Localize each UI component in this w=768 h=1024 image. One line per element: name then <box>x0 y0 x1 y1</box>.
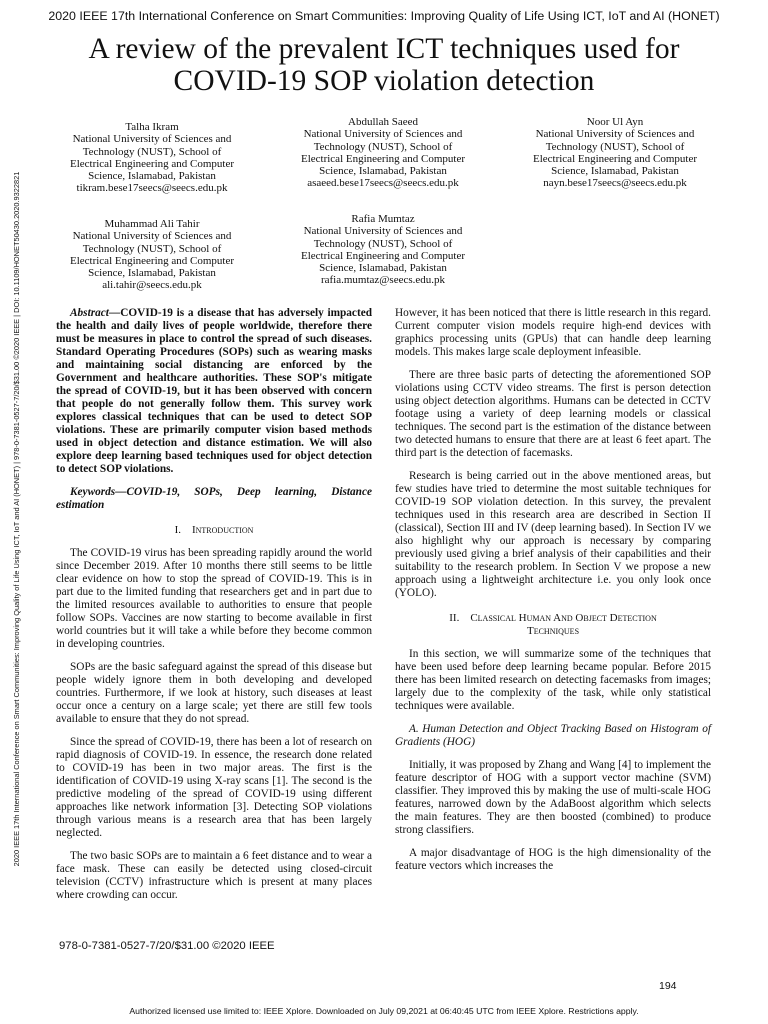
abstract-text: —COVID-19 is a disease that has adversely impacted the health and daily lives of people worldwide, therefore there must be measures in place to control the spread of such diseases. Standard Operating Procedures (SOPs) such as wearing masks and maintaining social distancing are enforced by the Government and healthcare authorities. These SOP's mitigate the spread of COVID-19, but it has been observed with concern that people do not generally follow them. This survey work explores classical techniques that can be used to detect SOP violations. These are primarily computer vision based methods used in object detection and distance estimation. We will also explore deep learning based techniques used for object detection to detect SOP violations. <box>56 307 372 475</box>
author-affiliation: Technology (NUST), School of <box>313 140 453 153</box>
author-affiliation: Science, Islamabad, Pakistan <box>319 165 447 178</box>
author-affiliation: Electrical Engineering and Computer <box>300 152 466 165</box>
intro-paragraph: Since the spread of COVID-19, there has been a lot of research on rapid diagnosis of COVID-19. In essence, the research done related to COVID-19 has been in two major areas. The first is the identification of COVID-19 using X-ray scans [1]. The second is the predictive modeling of the spread of COVID-19 using different approaches like network information [3]. Detecting SOP violations through various means is a research area that has been largely neglected. <box>56 736 372 839</box>
author-block-5 <box>268 213 498 287</box>
author-email: ali.tahir@seecs.edu.pk <box>102 279 202 292</box>
author-affiliation: Science, Islamabad, Pakistan <box>551 165 679 178</box>
body-paragraph: Research is being carried out in the above mentioned areas, but few studies have tried to determine the most suitable techniques for COVID-19 SOP violation detection. In this survey, the prevalent techniques used in this research area are described in Section II (classical), Section III and IV (deep learning based). In Section IV we also highlight why our approach is necessary by comparing previously used giving a brief analysis of their capabilities and their suitability to the research problem. In Section V we propose a new approach using a lightweight architecture i.e. you only look once (YOLO). <box>395 470 711 599</box>
body-paragraph: There are three basic parts of detecting the aforementioned SOP violations using CCTV video streams. The first is person detection using object detection algorithms. Humans can be detected in CCTV footage using a variety of deep learning models or classical techniques. The second part is the estimation of the distance between two detected humans to ensure that there are at least 6 feet apart. The third part is the detection of facemasks. <box>395 369 711 459</box>
author-name: Talha Ikram <box>125 121 179 133</box>
section-title: Introduction <box>191 524 254 536</box>
author-affiliation: Science, Islamabad, Pakistan <box>88 267 216 280</box>
section-title-line-2: Techniques <box>526 625 580 637</box>
author-affiliation: Electrical Engineering and Computer <box>532 152 698 165</box>
keywords-label: Keywords <box>70 486 116 498</box>
section-paragraph: In this section, we will summarize some of the techniques that have been used before deep learning became popular. Before 2015 there has been limited research on detecting facemasks from images; largely due to the complexity of the task, while only statistical techniques were available. <box>395 648 711 712</box>
author-email: asaeed.bese17seecs@seecs.edu.pk <box>307 177 459 190</box>
title-line-2: COVID-19 SOP violation detection <box>173 65 595 97</box>
author-affiliation: National University of Sciences and <box>303 225 463 238</box>
subsection-heading-hog: A. Human Detection and Object Tracking Based on Histogram of Gradients (HOG) <box>395 723 711 748</box>
author-block-2 <box>268 116 498 190</box>
section-heading-introduction <box>56 524 372 537</box>
intro-paragraph: SOPs are the basic safeguard against the spread of this disease but people widely ignore them in both developing and developed countries. Furthermore, if we look at history, such diseases at least occur once a century on a large scale; yet there are still few tools available to ensure that they do not spread. <box>56 661 372 725</box>
author-email: nayn.bese17seecs@seecs.edu.pk <box>543 177 687 190</box>
author-affiliation: Science, Islamabad, Pakistan <box>88 170 216 183</box>
conference-header: 2020 IEEE 17th International Conference on Smart Communities: Improving Quality of Life Using ICT, IoT and AI (HONET) <box>48 9 720 23</box>
author-affiliation: National University of Sciences and <box>303 128 463 141</box>
author-name: Rafia Mumtaz <box>351 213 415 225</box>
author-affiliation: Electrical Engineering and Computer <box>300 249 466 262</box>
author-affiliation: Technology (NUST), School of <box>313 237 453 250</box>
right-column <box>395 307 711 883</box>
abstract-label: Abstract <box>70 307 109 319</box>
author-affiliation: National University of Sciences and <box>535 128 695 141</box>
side-citation-strip: 2020 IEEE 17th International Conference on Smart Communities: Improving Quality of Life Using ICT, IoT and AI (HONET) | 978-0-7381-0527-7/20/$31.00 ©2020 IEEE | DOI: 10.1109/HONET50430.2020.9322821 <box>12 171 21 867</box>
author-email: rafia.mumtaz@seecs.edu.pk <box>320 274 446 287</box>
author-affiliation: National University of Sciences and <box>72 230 232 243</box>
section-number: I. <box>174 524 181 536</box>
intro-paragraph: The COVID-19 virus has been spreading rapidly around the world since December 2019. After 10 months there still seems to be little clear evidence on how to stop the spread of COVID-19. This is in part due to the limited funding that researchers get and in part due to the limited resources available to authorities to ensure that people follow SOPs. Vaccines are now starting to become available in first world countries but it will take a while before they become common in developing countries. <box>56 547 372 650</box>
author-name: Muhammad Ali Tahir <box>104 218 200 230</box>
intro-paragraph: The two basic SOPs are to maintain a 6 feet distance and to wear a face mask. These can easily be detected using closed-circuit television (CCTV) infrastructure which is present at many places where crowding can occur. <box>56 850 372 901</box>
section-number: II. <box>449 612 460 624</box>
keywords <box>56 486 372 512</box>
left-column <box>56 307 372 912</box>
author-email: tikram.bese17seecs@seecs.edu.pk <box>76 182 228 195</box>
author-block-3 <box>500 116 730 190</box>
copyright-line: 978-0-7381-0527-7/20/$31.00 ©2020 IEEE <box>59 940 275 952</box>
subsection-paragraph: A major disadvantage of HOG is the high dimensionality of the feature vectors which increases the <box>395 847 711 872</box>
license-footer: Authorized licensed use limited to: IEEE Xplore. Downloaded on July 09,2021 at 06:40:45 UTC from IEEE Xplore. Restrictions apply. <box>129 1006 639 1016</box>
section-heading-classical <box>395 612 711 638</box>
author-block-1 <box>37 121 267 195</box>
paper-title <box>0 33 768 97</box>
section-title-line-1: Classical Human And Object Detection <box>470 612 657 624</box>
body-paragraph: However, it has been noticed that there is little research in this regard. Current computer vision models require high-end devices with graphics processing units (GPUs) that can handle deep learning models. This makes large scale deployment infeasible. <box>395 307 711 358</box>
subsection-paragraph: Initially, it was proposed by Zhang and Wang [4] to implement the feature descriptor of HOG with a support vector machine (SVM) classifier. They improved this by making the use of multi-scale HOG features, narrowed down by the AdaBoost algorithm which selects the main features. They are then boosted (combined) to produce strong classifiers. <box>395 759 711 836</box>
author-affiliation: Technology (NUST), School of <box>82 242 222 255</box>
keywords-text: —COVID-19, SOPs, Deep learning, Distance estimation <box>56 486 372 511</box>
author-affiliation: Electrical Engineering and Computer <box>69 254 235 267</box>
page-number: 194 <box>659 980 677 992</box>
author-name: Noor Ul Ayn <box>586 116 644 128</box>
author-name: Abdullah Saeed <box>348 116 418 128</box>
author-affiliation: Technology (NUST), School of <box>545 140 685 153</box>
author-block-4 <box>37 218 267 292</box>
abstract <box>56 307 372 476</box>
author-affiliation: Electrical Engineering and Computer <box>69 157 235 170</box>
title-line-1: A review of the prevalent ICT techniques used for <box>88 33 680 65</box>
author-affiliation: Science, Islamabad, Pakistan <box>319 262 447 275</box>
author-affiliation: National University of Sciences and <box>72 133 232 146</box>
author-affiliation: Technology (NUST), School of <box>82 145 222 158</box>
